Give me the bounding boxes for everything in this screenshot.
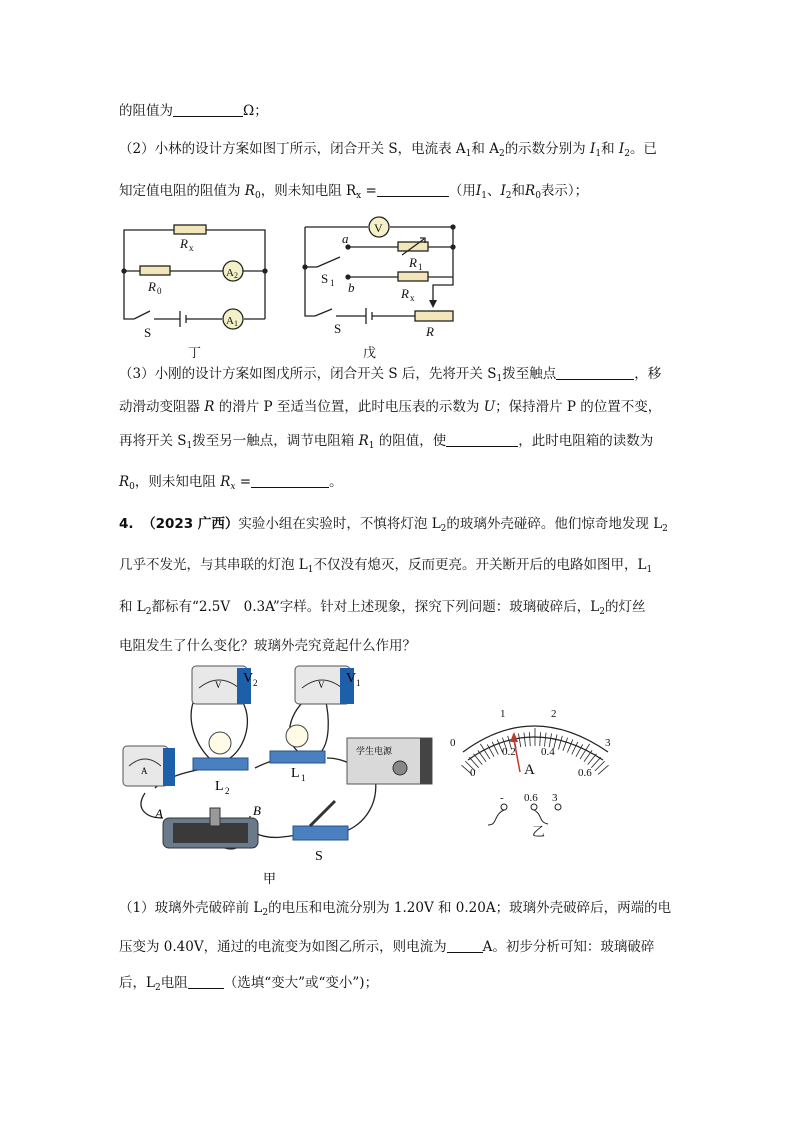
svg-text:B: B — [253, 803, 261, 818]
svg-text:0.6: 0.6 — [524, 792, 538, 804]
svg-text:2: 2 — [551, 708, 557, 720]
q4-line1: 4. （2023 广西）实验小组在实验时，不慎将灯泡 $L_2$的玻璃外壳碰碎。他们惊奇地发现 $L_2$ — [119, 516, 668, 534]
dial-tick — [558, 736, 562, 749]
text: ，移 — [634, 366, 662, 382]
svg-text:S: S — [144, 325, 152, 340]
dial-tick — [584, 750, 592, 761]
answer-blank[interactable] — [556, 365, 634, 380]
text: A。初步分析可知：玻璃破碎 — [482, 939, 655, 955]
text: 知定值电阻的阻值为 — [119, 183, 245, 199]
svg-text:b: b — [348, 280, 355, 295]
text: 电阻 — [160, 975, 188, 991]
ammeter-dial-yi — [448, 700, 628, 839]
q4-1-line3: 后，$L_2$电阻 （选填“变大”或“变小”)； — [119, 975, 379, 993]
text: 的阻值，使 — [374, 433, 447, 449]
text: 实验小组在实验时，不慎将灯泡 L — [238, 516, 441, 532]
text: ，则未知电阻 — [134, 474, 221, 490]
q2-line2: 知定值电阻的阻值为 $R_0$，则未知电阻 $R_x$ = （用$I_1$、$I_2$和$R_0$表示）； — [119, 183, 589, 201]
rheostat — [154, 803, 261, 848]
dial-tick — [563, 738, 568, 751]
svg-text:V: V — [346, 671, 357, 686]
svg-text:0.2: 0.2 — [502, 746, 516, 758]
q4-line3: 和 $L_2$都标有“2.5V 0.3A”字样。针对上述现象，探究下列问题：玻璃破碎后，$L_2$的灯丝 — [119, 599, 646, 617]
text: 的阻值为 — [119, 103, 173, 119]
text: （用 — [448, 183, 476, 199]
text: 拨至触点 — [502, 366, 557, 382]
svg-text:x: x — [189, 243, 194, 253]
text: 表示）； — [540, 183, 589, 199]
text: 和 A — [471, 141, 499, 157]
svg-text:x: x — [410, 293, 415, 303]
text: 的灯丝 — [604, 599, 646, 615]
svg-text:R: R — [409, 255, 417, 270]
svg-text:1: 1 — [418, 262, 423, 272]
svg-text:0.6: 0.6 — [578, 767, 592, 779]
svg-text:甲: 甲 — [263, 871, 277, 886]
circuit-photo-jia — [115, 658, 445, 890]
text: ；保持滑片 P 的位置不变， — [495, 399, 662, 415]
text: 动滑动变阻器 — [119, 399, 205, 415]
svg-text:0: 0 — [157, 286, 162, 296]
svg-text:1: 1 — [234, 319, 238, 328]
svg-text:1: 1 — [356, 678, 361, 688]
svg-text:1: 1 — [301, 773, 306, 783]
dial-tick — [567, 740, 572, 753]
svg-text:A: A — [524, 762, 535, 778]
text: Ω； — [243, 103, 268, 119]
dial-tick — [540, 732, 541, 746]
svg-text:1: 1 — [500, 708, 506, 720]
svg-text:0.4: 0.4 — [541, 746, 555, 758]
text: 的玻璃外壳碰碎。他们惊奇地发现 L — [446, 516, 663, 532]
svg-text:V: V — [318, 680, 325, 690]
q3-line1: （3）小刚的设计方案如图戊所示，闭合开关 S 后，先将开关 $S_1$拨至触点 ，移 — [119, 366, 662, 384]
question-source: （2023 广西） — [142, 516, 239, 532]
q4-1-line2 — [119, 937, 654, 957]
circuit-figures — [110, 215, 480, 360]
svg-text:0: 0 — [470, 767, 476, 779]
dial-tick — [518, 733, 520, 747]
svg-text:戊: 戊 — [363, 345, 377, 360]
dial-tick — [529, 732, 530, 746]
svg-text:S: S — [334, 321, 342, 336]
q3-line4: $R_0$，则未知电阻 $R_x$ = 。 — [119, 474, 343, 492]
ammeter — [123, 746, 175, 786]
svg-text:R: R — [426, 324, 434, 339]
svg-text:L: L — [291, 766, 300, 781]
text: 拨至另一触点，调节电阻箱 — [192, 433, 359, 449]
power-supply — [347, 738, 432, 784]
voltmeter-v2 — [192, 666, 258, 704]
voltmeter-v1 — [295, 666, 361, 704]
question-number: 4. — [119, 516, 134, 532]
q4-line2: 几乎不发光，与其串联的灯泡 $L_1$不仅没有熄灭，反而更亮。开关断开后的电路如图甲，$L_1$ — [119, 557, 653, 575]
svg-text:A: A — [141, 766, 148, 776]
q2-line1: （2）小林的设计方案如图丁所示，闭合开关 S，电流表 $A_1$和 $A_2$的示数分别为 $I_1$和 $I_2$。已 — [119, 141, 657, 159]
svg-text:V: V — [215, 680, 222, 690]
text: 的电压和电流分别为 1.20V 和 0.20A；玻璃外壳破碎后，两端的电 — [268, 900, 672, 916]
text: ，此时电阻箱的读数为 — [518, 433, 654, 449]
svg-text:a: a — [342, 231, 349, 246]
text: ，则未知电阻 R — [260, 183, 357, 199]
text: 后，L — [119, 975, 155, 991]
text: （1）玻璃外壳破碎前 L — [119, 900, 263, 916]
text: 。 — [329, 474, 343, 490]
text: 的示数分别为 — [504, 141, 590, 157]
svg-text:3: 3 — [605, 737, 611, 749]
q3-line3: 再将开关 $S_1$拨至另一触点，调节电阻箱 $R_1$ 的阻值，使 ，此时电阻箱的读数为 — [119, 433, 654, 451]
text: （3）小刚的设计方案如图戊所示，闭合开关 S 后，先将开关 S — [119, 366, 497, 382]
text: （选填“变大”或“变小”)； — [223, 975, 379, 991]
q4-line4 — [119, 636, 416, 656]
svg-text:S: S — [321, 271, 329, 286]
svg-text:R: R — [401, 286, 409, 301]
answer-blank[interactable] — [173, 102, 243, 117]
text: 不仅没有熄灭，反而更亮。开关断开后的电路如图甲，L — [313, 557, 647, 573]
answer-blank[interactable] — [188, 974, 224, 989]
svg-text:S: S — [315, 849, 323, 864]
svg-text:R: R — [148, 279, 156, 294]
svg-text:A: A — [155, 806, 163, 821]
svg-text:1: 1 — [330, 278, 335, 288]
dial-tick — [524, 733, 526, 747]
svg-text:乙: 乙 — [532, 824, 546, 839]
text: 和 — [511, 183, 526, 199]
svg-text:A: A — [226, 315, 234, 327]
svg-text:0: 0 — [450, 737, 456, 749]
q3-line2: 动滑动变阻器 R 的滑片 P 至适当位置，此时电压表的示数为 U；保持滑片 P 的位置不变， — [119, 399, 662, 415]
answer-blank[interactable] — [446, 432, 518, 447]
svg-text:丁: 丁 — [188, 345, 202, 360]
svg-text:R: R — [180, 236, 188, 251]
svg-text:V: V — [374, 221, 383, 235]
dial-tick — [544, 733, 546, 747]
svg-text:A: A — [226, 267, 234, 279]
svg-text:3: 3 — [552, 792, 558, 804]
text: 和 — [601, 141, 619, 157]
answer-blank[interactable] — [447, 938, 483, 953]
text: （2）小林的设计方案如图丁所示，闭合开关 S，电流表 A — [119, 141, 466, 157]
text: 压变为 0.40V，通过的电流变为如图乙所示，则电流为 — [119, 939, 447, 955]
svg-text:2: 2 — [253, 678, 258, 688]
text: 几乎不发光，与其串联的灯泡 L — [119, 557, 308, 573]
svg-text:V: V — [243, 671, 254, 686]
svg-text:2: 2 — [225, 786, 230, 796]
text: 。已 — [629, 141, 657, 157]
bulb-l2 — [193, 732, 248, 796]
answer-blank[interactable] — [377, 182, 449, 197]
svg-text:-: - — [500, 792, 504, 804]
text: 的滑片 P 至适当位置，此时电压表的示数为 — [214, 399, 484, 415]
svg-text:2: 2 — [234, 271, 238, 280]
text: 和 L — [119, 599, 146, 615]
svg-text:学生电源: 学生电源 — [356, 746, 393, 756]
switch — [293, 801, 348, 864]
dial-tick — [478, 750, 486, 761]
text: 都标有“2.5V 0.3A”字样。针对上述现象，探究下列问题：玻璃破碎后，L — [151, 599, 600, 615]
svg-text:L: L — [215, 779, 224, 794]
q4-1-line1: （1）玻璃外壳破碎前 $L_2$的电压和电流分别为 1.20V 和 0.20A；玻璃外壳破碎后，两端的电 — [119, 900, 672, 918]
answer-blank[interactable] — [251, 473, 329, 488]
bulb-l1 — [270, 725, 325, 783]
prev-line — [119, 101, 268, 121]
text: 再将开关 S — [119, 433, 187, 449]
text: 电阻发生了什么变化？玻璃外壳究竟起什么作用？ — [119, 638, 416, 654]
